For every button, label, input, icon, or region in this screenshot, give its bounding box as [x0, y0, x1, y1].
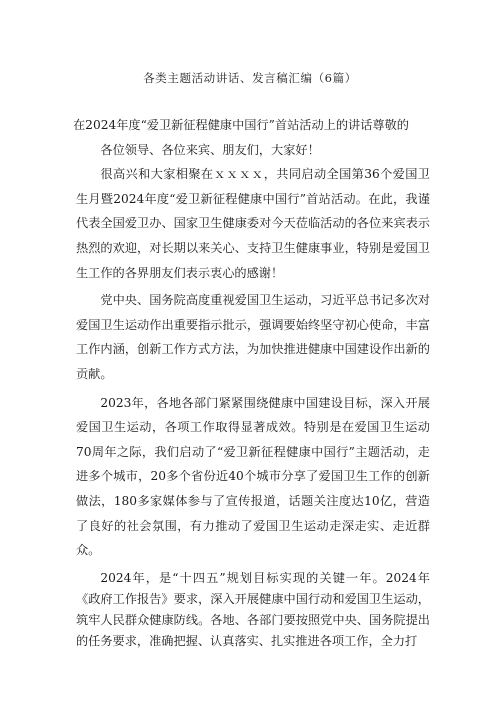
document-title: 各类主题活动讲话、发言稿汇编（6篇）: [143, 71, 357, 85]
speech-title: 在2024年度“爱卫新征程健康中国行”首站活动上的讲话尊敬的: [73, 118, 409, 132]
paragraph-welcome: 很高兴和大家相聚在ｘｘｘｘ，共同启动全国第36个爱国卫生月暨2024年度“爱卫新征程健康中国行”首站活动。在此，我谨代表全国爱卫办、国家卫生健康委对今天莅临活动的各位来宾表示热烈的欢迎，对长期以来关心、支持卫生健康事业，特别是爱国卫生工作的各界朋友们表示衷心的感谢！: [76, 167, 430, 280]
paragraph-2024: 2024年，是“十四五”规划目标实现的关键一年。2024年《政府工作报告》要求，深入开展健康中国行动和爱国卫生运动，筑牢人民群众健康防线。各地、各部门要按照党中央、国务院提出的任务要求，准确把握、认真落实、扎实推进各项工作，全力打: [76, 570, 430, 648]
paragraph-party-central: 党中央、国务院高度重视爱国卫生运动，习近平总书记多次对爱国卫生运动作出重要指示批示，强调要始终坚守初心使命，丰富工作内涵，创新工作方式方法，为加快推进健康中国建设作出新的贡献。: [76, 293, 430, 381]
document-body: [73, 113, 430, 652]
paragraph-2023: 2023年，各地各部门紧紧围绕健康中国建设目标，深入开展爱国卫生运动，各项工作取得显著成效。特别是在爱国卫生运动70周年之际，我们启动了“爱卫新征程健康中国行”主题活动，走进多个城市，20多个省份近40个城市分享了爱国卫生工作的创新做法，180多家媒体参与了宣传报道，话题关注度达10亿，营造了良好的社会氛围，有力推动了爱国卫生运动走深走实、走近群众。: [76, 395, 430, 558]
greeting: 各位领导、各位来宾、朋友们，大家好！: [100, 142, 320, 157]
